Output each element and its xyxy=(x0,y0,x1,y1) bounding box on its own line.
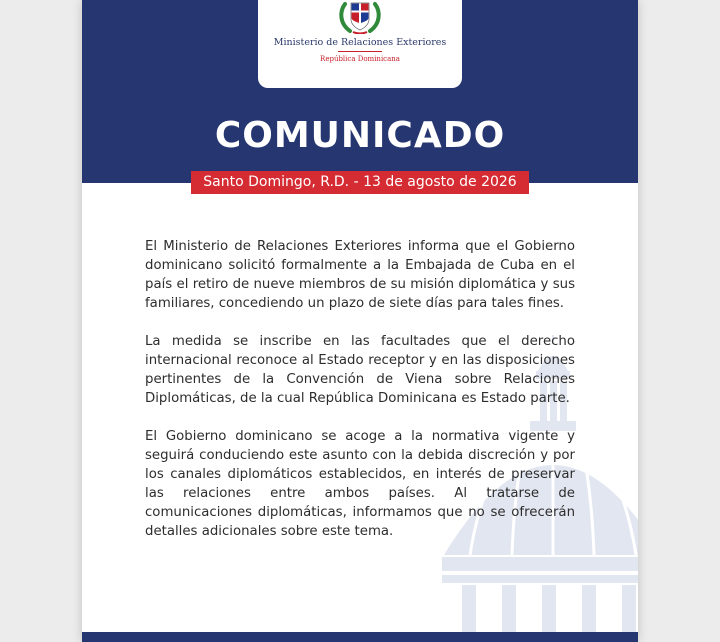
body-paragraph-3: El Gobierno dominicano se acoge a la normativa vigente y seguirá conduciendo este asunto con la debida discreción y por los canales diplomáticos establecidos, en interés de preservar las relaciones entre ambos países. Al tratarse de comunicaciones diplomáticas, informamos que no se ofrecerán detalles adicionales sobre este tema. xyxy=(145,429,575,539)
body-paragraph-2: La medida se inscribe en las facultades que el derecho internacional reconoce al Estado receptor y en las disposiciones pertinentes de la Convención de Viena sobre Relaciones Diplomáticas, de la cual República Dominicana es Estado parte. xyxy=(145,334,575,406)
header-band xyxy=(82,0,638,183)
country-name: República Dominicana xyxy=(320,55,400,63)
body-paragraph-1: El Ministerio de Relaciones Exteriores informa que el Gobierno dominicano solicitó formalmente a la Embajada de Cuba en el país el retiro de nueve miembros de su misión diplomática y sus familiares, concediendo un plazo de siete días para tales fines. xyxy=(145,239,575,311)
communique-body xyxy=(145,237,575,560)
dateline-row xyxy=(82,171,638,194)
ministry-name: Ministerio de Relaciones Exteriores xyxy=(273,37,447,48)
ministry-logo xyxy=(258,0,462,88)
dateline-badge: Santo Domingo, R.D. - 13 de agosto de 2026 xyxy=(191,171,528,194)
communique-page xyxy=(82,0,638,642)
dominican-coat-of-arms-icon xyxy=(336,0,384,34)
footer-band xyxy=(82,632,638,642)
logo-divider xyxy=(338,51,382,52)
communique-title: COMUNICADO xyxy=(214,115,506,156)
